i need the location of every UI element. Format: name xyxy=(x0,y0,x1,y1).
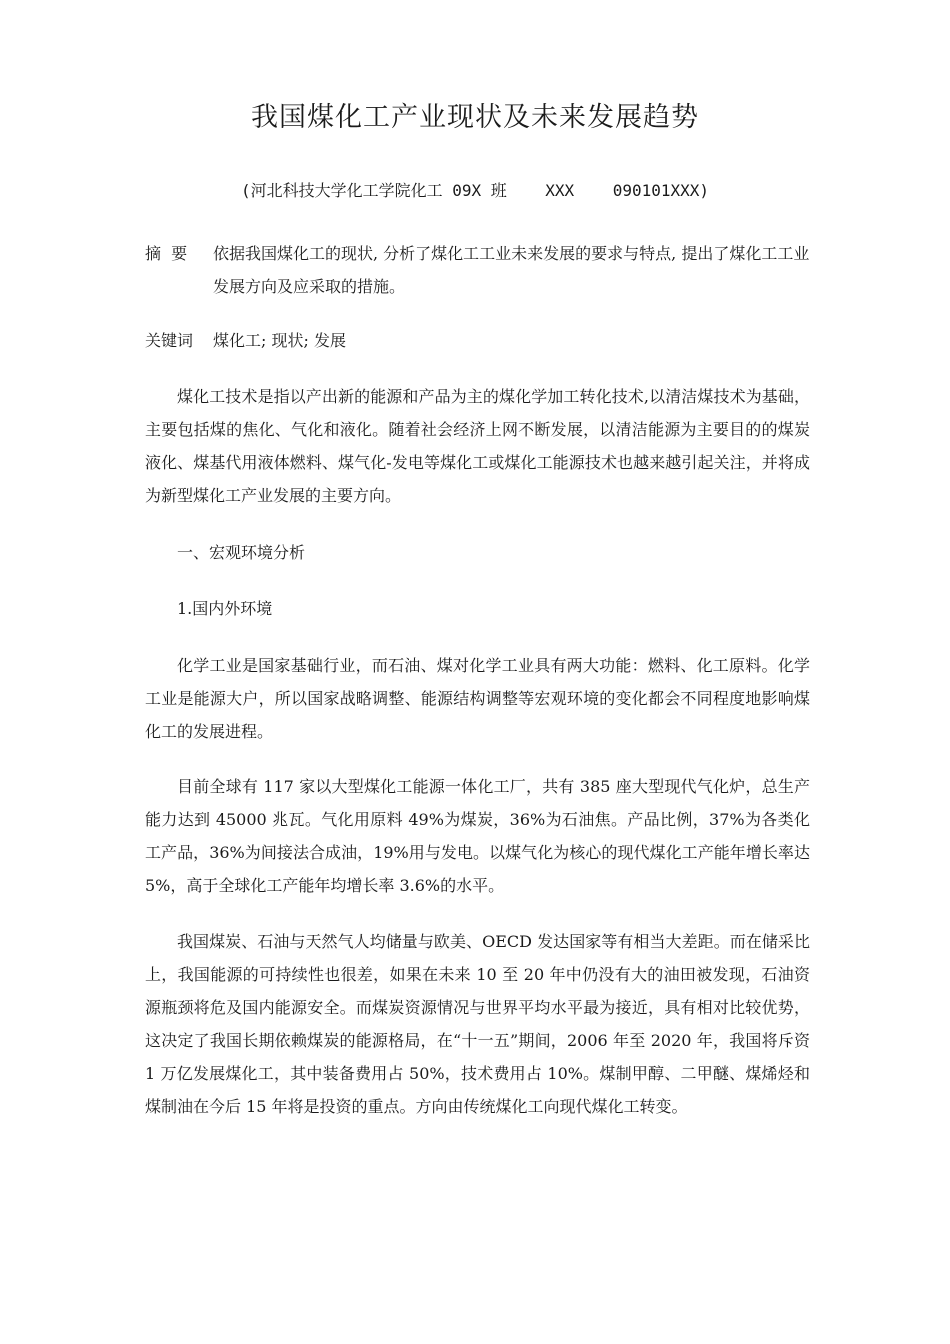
body-paragraph-3: 我国煤炭、石油与天然气人均储量与欧美、OECD 发达国家等有相当大差距。而在储采比上，我国能源的可持续性也很差，如果在未来 10 至 20 年中仍没有大的油田被发现，石油资源瓶颈将危及国内能源安全。而煤炭资源情况与世界平均水平最为接近，具有相对比较优势，这决定了我国长期依赖煤炭的能源格局，在“十一五”期间，2006 年至 2020 年，我国将斥资 1 万亿发展煤化工，其中装备费用占 50%，技术费用占 10%。煤制甲醇、二甲醚、煤烯烃和煤制油在今后 15 年将是投资的重点。方向由传统煤化工向现代煤化工转变。 xyxy=(145,932,810,1116)
keywords-label: 关键词 xyxy=(145,331,194,350)
abstract-block xyxy=(145,237,810,303)
abstract-label: 摘 要 xyxy=(145,244,188,263)
intro-paragraph: 煤化工技术是指以产出新的能源和产品为主的煤化学加工转化技术,以清洁煤技术为基础，主要包括煤的焦化、气化和液化。随着社会经济上网不断发展，以清洁能源为主要目的的煤炭液化、煤基代用液体燃料、煤气化-发电等煤化工或煤化工能源技术也越来越引起关注，并将成为新型煤化工产业发展的主要方向。 xyxy=(145,387,810,505)
section-heading: 一、宏观环境分析 xyxy=(177,543,306,562)
keywords-text: 煤化工; 现状; 发展 xyxy=(213,331,346,350)
body-paragraph-1: 化学工业是国家基础行业，而石油、煤对化学工业具有两大功能：燃料、化工原料。化学工业是能源大户，所以国家战略调整、能源结构调整等宏观环境的变化都会不同程度地影响煤化工的发展进程。 xyxy=(145,656,810,741)
keywords-block xyxy=(145,324,810,357)
subsection-heading: 1.国内外环境 xyxy=(177,599,273,618)
author-byline: (河北科技大学化工学院化工 09X 班 XXX 090101XXX) xyxy=(240,181,710,200)
abstract-text: 依据我国煤化工的现状, 分析了煤化工工业未来发展的要求与特点, 提出了煤化工工业发展方向及应采取的措施。 xyxy=(213,244,810,296)
body-paragraph-2: 目前全球有 117 家以大型煤化工能源一体化工厂，共有 385 座大型现代气化炉，总生产能力达到 45000 兆瓦。气化用原料 49%为煤炭，36%为石油焦。产品比例，37%为各类化工产品，36%为间接法合成油，19%用与发电。以煤气化为核心的现代煤化工产能年增长率达 5%，高于全球化工产能年均增长率 3.6%的水平。 xyxy=(145,777,810,895)
document-title: 我国煤化工产业现状及未来发展趋势 xyxy=(251,102,699,133)
